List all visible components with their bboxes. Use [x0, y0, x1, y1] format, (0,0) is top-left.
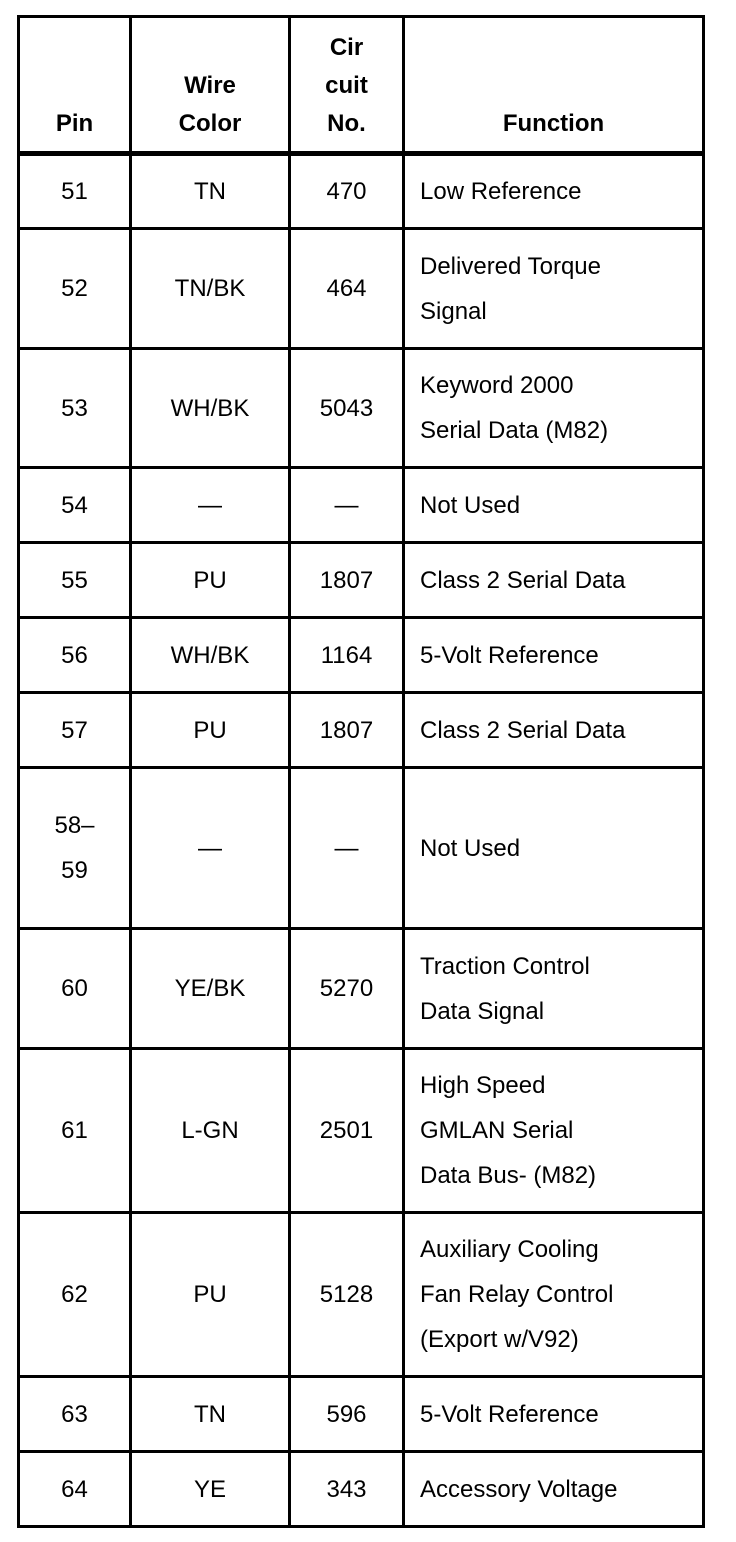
- pin-cell: [19, 929, 131, 1049]
- function-cell: [404, 1049, 704, 1213]
- wire-color-cell: TN: [131, 1377, 290, 1452]
- circuit-number-cell: —: [290, 468, 404, 543]
- circuit-number-cell: 470: [290, 154, 404, 229]
- function-cell-line: Class 2 Serial Data: [420, 566, 626, 594]
- pin-cell: [19, 229, 131, 349]
- function-cell: [404, 229, 704, 349]
- table-row: [19, 229, 704, 349]
- pin-cell-line: 52: [61, 275, 88, 302]
- pin-cell-line: 51: [61, 178, 88, 205]
- wire-color-cell: YE: [131, 1452, 290, 1527]
- header-function: [404, 17, 704, 154]
- function-cell: [404, 618, 704, 693]
- function-cell: [404, 693, 704, 768]
- connector-pinout-table: [17, 15, 705, 1528]
- header-wire-color: [131, 17, 290, 154]
- pin-cell-line: 55: [61, 566, 88, 594]
- wire-color-cell: —: [131, 768, 290, 929]
- pin-cell-line: 63: [61, 1400, 88, 1428]
- wire-color-cell: WH/BK: [131, 349, 290, 468]
- circuit-number-cell: 1807: [290, 543, 404, 618]
- function-cell: [404, 1452, 704, 1527]
- function-cell: [404, 468, 704, 543]
- function-cell-line: Low Reference: [420, 178, 582, 205]
- table-header: [19, 17, 704, 154]
- pin-cell-line: 56: [61, 641, 88, 669]
- pin-cell: [19, 349, 131, 468]
- circuit-number-cell: —: [290, 768, 404, 929]
- table-row: [19, 768, 704, 929]
- function-cell-line: Fan Relay Control: [420, 1281, 614, 1308]
- function-cell-line: (Export w/V92): [420, 1326, 579, 1353]
- table-row: [19, 154, 704, 229]
- table-row: [19, 693, 704, 768]
- header-circuit-no: [290, 17, 404, 154]
- function-cell-line: Not Used: [420, 834, 521, 862]
- pin-cell-line: 54: [61, 491, 88, 519]
- pin-cell: [19, 154, 131, 229]
- header-wire-color-line: Color: [178, 110, 242, 137]
- wire-color-cell: PU: [131, 1213, 290, 1377]
- header-circuit-no-line: cuit: [325, 72, 368, 99]
- pin-cell: [19, 468, 131, 543]
- circuit-number-cell: 2501: [290, 1049, 404, 1213]
- table-row: [19, 468, 704, 543]
- pin-cell: [19, 1213, 131, 1377]
- function-cell-line: Data Signal: [420, 997, 545, 1025]
- wire-color-cell: TN: [131, 154, 290, 229]
- function-cell-line: Delivered Torque: [420, 252, 601, 280]
- pin-cell: [19, 618, 131, 693]
- function-cell-line: Data Bus- (M82): [420, 1162, 597, 1189]
- table-row: [19, 929, 704, 1049]
- pin-cell: [19, 543, 131, 618]
- function-cell-line: Keyword 2000: [420, 372, 574, 399]
- function-cell: [404, 1377, 704, 1452]
- wire-color-cell: YE/BK: [131, 929, 290, 1049]
- circuit-number-cell: 596: [290, 1377, 404, 1452]
- pin-cell-line: 57: [61, 716, 88, 744]
- function-cell-line: Signal: [420, 297, 487, 325]
- function-cell-line: Serial Data (M82): [420, 417, 609, 444]
- function-cell: [404, 154, 704, 229]
- table-row: [19, 349, 704, 468]
- pin-cell-line: 60: [61, 975, 88, 1002]
- wire-color-cell: —: [131, 468, 290, 543]
- pin-cell: [19, 1049, 131, 1213]
- header-row: [19, 17, 704, 154]
- pin-cell: [19, 1452, 131, 1527]
- circuit-number-cell: 1807: [290, 693, 404, 768]
- function-cell: [404, 349, 704, 468]
- header-function-line: Function: [502, 110, 605, 137]
- function-cell-line: Class 2 Serial Data: [420, 716, 626, 744]
- pin-cell: [19, 693, 131, 768]
- wire-color-cell: PU: [131, 543, 290, 618]
- circuit-number-cell: 1164: [290, 618, 404, 693]
- table-row: [19, 543, 704, 618]
- pin-cell-line: 62: [61, 1281, 88, 1308]
- header-wire-color-line: Wire: [184, 72, 236, 99]
- circuit-number-cell: 343: [290, 1452, 404, 1527]
- function-cell-line: GMLAN Serial: [420, 1117, 574, 1144]
- function-cell-line: 5-Volt Reference: [420, 641, 599, 669]
- pin-cell: [19, 1377, 131, 1452]
- pin-cell-line: 61: [61, 1117, 88, 1144]
- header-pin: [19, 17, 131, 154]
- function-cell-line: 5-Volt Reference: [420, 1400, 599, 1428]
- function-cell-line: Not Used: [420, 491, 521, 519]
- pin-cell-line: 64: [61, 1475, 88, 1503]
- wire-color-cell: TN/BK: [131, 229, 290, 349]
- header-circuit-no-line: No.: [327, 110, 366, 137]
- wire-color-cell: PU: [131, 693, 290, 768]
- pin-cell-line: 53: [61, 394, 88, 422]
- circuit-number-cell: 464: [290, 229, 404, 349]
- function-cell: [404, 768, 704, 929]
- function-cell: [404, 1213, 704, 1377]
- circuit-number-cell: 5270: [290, 929, 404, 1049]
- table-body: [19, 154, 704, 1527]
- header-pin-line: Pin: [55, 110, 94, 137]
- table-row: [19, 1049, 704, 1213]
- function-cell-line: Auxiliary Cooling: [420, 1236, 599, 1263]
- function-cell: [404, 543, 704, 618]
- table-row: [19, 1452, 704, 1527]
- circuit-number-cell: 5128: [290, 1213, 404, 1377]
- pin-cell-line: 59: [61, 857, 88, 884]
- pin-cell: [19, 768, 131, 929]
- function-cell: [404, 929, 704, 1049]
- table-row: [19, 618, 704, 693]
- wire-color-cell: L-GN: [131, 1049, 290, 1213]
- header-circuit-no-line: Cir: [329, 34, 364, 61]
- wire-color-cell: WH/BK: [131, 618, 290, 693]
- function-cell-line: High Speed: [420, 1072, 546, 1099]
- table-row: [19, 1377, 704, 1452]
- pin-cell-line: 58–: [54, 812, 95, 839]
- function-cell-line: Accessory Voltage: [420, 1475, 618, 1503]
- function-cell-line: Traction Control: [420, 952, 590, 980]
- circuit-number-cell: 5043: [290, 349, 404, 468]
- table-row: [19, 1213, 704, 1377]
